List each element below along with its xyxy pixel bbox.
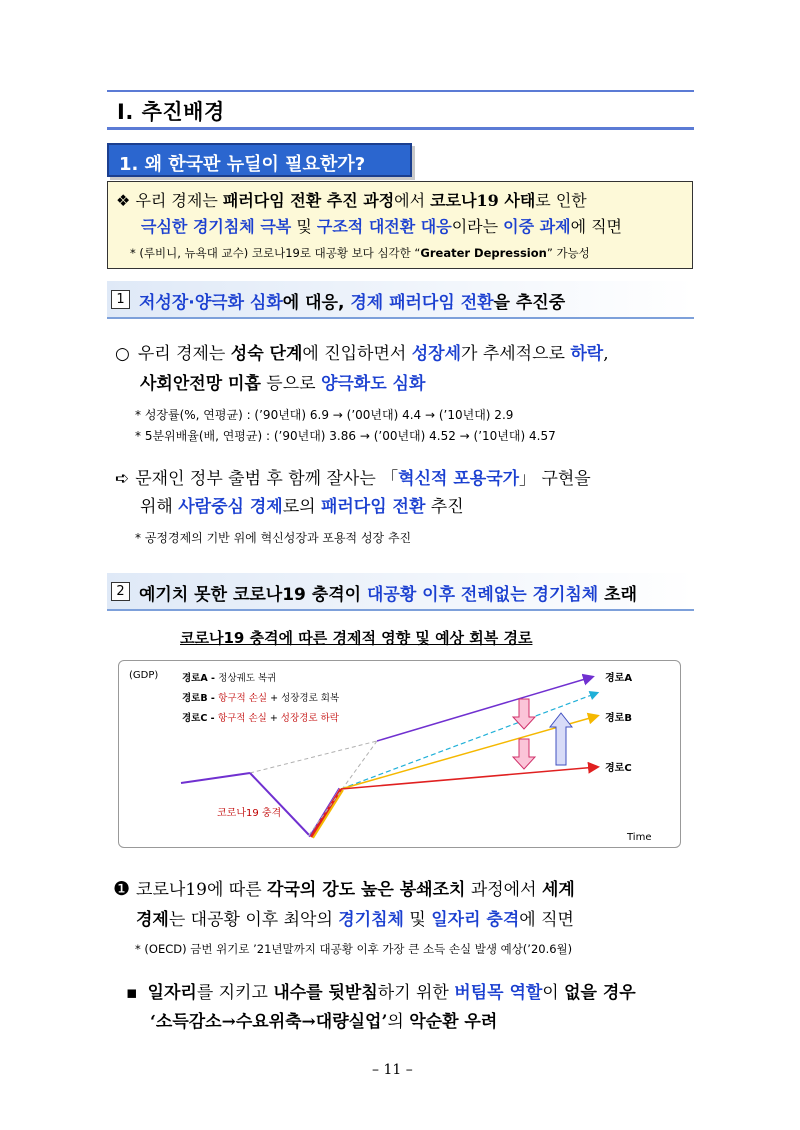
rebound-yellow xyxy=(313,790,343,838)
text-run: 에 진입하면서 xyxy=(302,344,412,364)
text-run: , xyxy=(603,344,609,364)
text-run: 일자리 충격 xyxy=(431,910,520,930)
text-run: 패러다임 전환 xyxy=(320,497,426,517)
text-run: 버팀목 역할 xyxy=(454,983,543,1003)
legend-b-desc-2: 성장경로 회복 xyxy=(281,693,340,704)
item1-note-3: * 공정경제의 기반 위에 혁신성장과 포용적 성장 추진 xyxy=(135,531,412,545)
text-run: 및 xyxy=(291,217,317,236)
text-run: 에 직면 xyxy=(519,910,574,930)
item1-number: 1 xyxy=(111,290,130,309)
legend-c-key: 경로C - xyxy=(182,713,218,724)
path-c-label: 경로C xyxy=(605,763,632,774)
text-run: 경제 패러다임 전환 xyxy=(350,293,494,313)
item4-line1 xyxy=(126,978,636,1003)
path-b-label: 경로B xyxy=(605,713,632,724)
text-run: 구조적 대전환 대응 xyxy=(316,217,452,236)
text-run: 사회안전망 미흡 xyxy=(140,374,261,394)
text-run: 에 직면 xyxy=(570,217,623,236)
text-run: 이라는 xyxy=(451,217,504,236)
text-run: 에서 xyxy=(394,191,431,210)
item1-para1-line1 xyxy=(115,339,609,364)
loss-arrow-down-2 xyxy=(513,739,535,769)
text-run: 이 xyxy=(542,983,565,1003)
text-run: 혁신적 포용국가 xyxy=(398,469,520,489)
arrow-marker-icon: ➪ xyxy=(115,469,130,489)
text-run: 에 대응, xyxy=(282,293,351,313)
text-run: 예기치 못한 코로나19 충격이 xyxy=(139,585,367,605)
item2-heading xyxy=(107,573,694,611)
text-run: 위해 xyxy=(140,497,179,517)
text-run: 내수를 뒷받침 xyxy=(273,983,378,1003)
text-run: 성장세 xyxy=(411,344,461,364)
section-title-text: Ⅰ. 추진배경 xyxy=(117,100,225,124)
text-run: ” 가능성 xyxy=(546,246,590,260)
text-run: 는 대공황 이후 최악의 xyxy=(168,910,339,930)
item3-note: * (OECD) 금번 위기로 ’21년말까지 대공황 이후 가장 큰 소득 손실 발생 예상(’20.6월) xyxy=(135,942,573,956)
text-run: 를 지키고 xyxy=(196,983,274,1003)
legend-b-desc-1: + xyxy=(267,693,282,704)
text-run: 사람중심 경제 xyxy=(178,497,283,517)
item3-line2 xyxy=(136,905,574,930)
item4-line2 xyxy=(150,1007,497,1032)
summary-box xyxy=(107,181,693,269)
legend-b-desc-0: 항구적 손실 xyxy=(218,693,268,704)
text-run: 하기 위한 xyxy=(377,983,455,1003)
text-run: 성숙 단계 xyxy=(230,344,303,364)
summary-line-2 xyxy=(141,214,622,237)
recovery-arrow-up xyxy=(550,713,572,765)
summary-line-1 xyxy=(116,188,587,211)
item2-number: 2 xyxy=(111,582,130,601)
shock-label: 코로나19 충격 xyxy=(217,808,282,819)
text-run: 등으로 xyxy=(260,374,321,394)
text-run: 양극화도 심화 xyxy=(320,374,426,394)
number-1-icon: ❶ xyxy=(113,878,131,900)
legend-c-desc-0: 항구적 손실 xyxy=(217,713,267,724)
path-a-label: 경로A xyxy=(605,673,633,684)
diagram-svg xyxy=(119,661,682,849)
text-run: 및 xyxy=(403,910,432,930)
text-run: 경기침체 xyxy=(338,910,404,930)
legend-c-desc-1: + xyxy=(266,713,281,724)
item1-note-1: * 성장률(%, 연평균) : (’90년대) 6.9 → (’00년대) 4.4 → (’10년대) 2.9 xyxy=(135,408,514,422)
loss-arrow-down-1 xyxy=(513,699,535,729)
text-run: 이중 과제 xyxy=(503,217,571,236)
item3-line1 xyxy=(113,875,575,900)
text-run: 우리 경제는 xyxy=(137,344,231,364)
text-run: 과정에서 xyxy=(465,880,542,900)
text-run: 을 추진중 xyxy=(493,293,566,313)
normal-trend-dashed xyxy=(250,741,377,773)
text-run: 추진 xyxy=(425,497,464,517)
text-run: 일자리 xyxy=(147,983,197,1003)
item1-para2-line2 xyxy=(140,492,464,517)
item1-para2-line1 xyxy=(115,464,591,489)
summary-bullet-icon: ❖ xyxy=(116,191,131,210)
x-axis-label: Time xyxy=(627,832,652,843)
item1-heading-text xyxy=(139,288,565,313)
recovery-path-diagram xyxy=(118,660,681,848)
text-run: 로의 xyxy=(282,497,321,517)
text-run: 」 구현을 xyxy=(519,469,591,489)
text-run: 하락 xyxy=(570,344,604,364)
item1-para1-line2 xyxy=(140,369,425,394)
item1-note-2: * 5분위배율(배, 연평균) : (’90년대) 3.86 → (’00년대) 4.52 → (’10년대) 4.57 xyxy=(135,429,556,443)
text-run: 패러다임 전환 추진 과정 xyxy=(222,191,395,210)
text-run: 의 xyxy=(387,1012,410,1032)
legend-c-desc-2: 성장경로 하락 xyxy=(280,713,339,724)
rebound-purple xyxy=(309,788,339,837)
subtitle-text: 1. 왜 한국판 뉴딜이 필요한가? xyxy=(119,154,366,175)
text-run: 악순환 우려 xyxy=(409,1012,498,1032)
rebound-red xyxy=(311,789,341,837)
section-title xyxy=(107,90,694,130)
text-run: 가 추세적으로 xyxy=(461,344,571,364)
pre-shock-line xyxy=(181,773,250,783)
circle-marker-icon: ○ xyxy=(115,344,130,364)
y-axis-label: (GDP) xyxy=(129,670,159,681)
text-run: 없을 경우 xyxy=(564,983,636,1003)
page-number: – 11 – xyxy=(372,1062,413,1078)
text-run: 각국의 강도 높은 봉쇄조치 xyxy=(267,880,466,900)
legend-c xyxy=(182,712,340,724)
legend-a-desc-0: 정상궤도 복귀 xyxy=(218,673,277,684)
legend-b xyxy=(182,692,339,704)
text-run: 코로나19에 따른 xyxy=(136,880,268,900)
text-run: 로 인한 xyxy=(535,191,587,210)
text-run: 저성장·양극화 심화 xyxy=(139,293,283,313)
shock-drop-line xyxy=(250,773,309,835)
chart-title: 코로나19 충격에 따른 경제적 영향 및 예상 회복 경로 xyxy=(180,629,533,647)
text-run: 극심한 경기침체 극복 xyxy=(141,217,292,236)
text-run: ‘소득감소→수요위축→대량실업’ xyxy=(150,1012,388,1032)
text-run: Greater Depression xyxy=(420,246,547,260)
item2-heading-text xyxy=(139,580,637,605)
text-run: * (루비니, 뉴욕대 교수) 코로나19로 대공황 보다 심각한 “ xyxy=(130,246,421,260)
subtitle-box xyxy=(107,143,412,177)
legend-a xyxy=(182,672,276,684)
item1-heading xyxy=(107,281,694,319)
text-run: 세계 xyxy=(541,880,575,900)
legend-a-key: 경로A - xyxy=(182,673,219,684)
text-run: 초래 xyxy=(598,585,637,605)
text-run: 코로나19 사태 xyxy=(430,191,536,210)
text-run: 대공황 이후 전례없는 경기침체 xyxy=(366,585,599,605)
text-run: 경제 xyxy=(136,910,169,930)
text-run: 문재인 정부 출범 후 함께 잘사는 「 xyxy=(135,469,399,489)
text-run: 우리 경제는 xyxy=(135,191,223,210)
square-bullet-icon: ▪ xyxy=(126,983,138,1003)
summary-note xyxy=(130,245,590,261)
legend-b-key: 경로B - xyxy=(182,693,219,704)
